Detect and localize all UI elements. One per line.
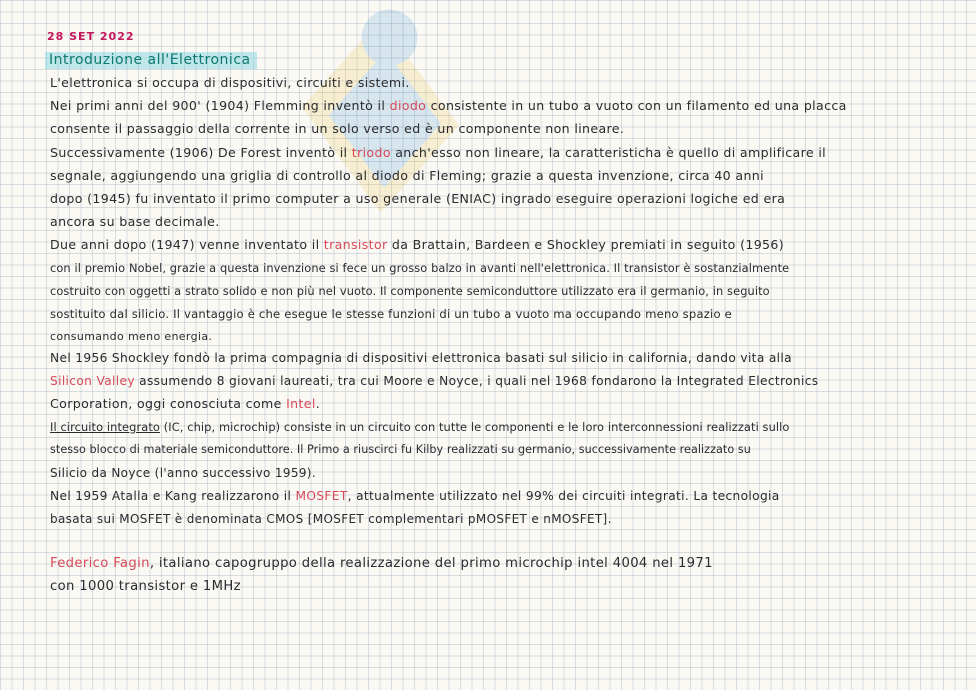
highlight-term: transistor (323, 237, 388, 252)
text-line: Silicon Valley assumendo 8 giovani laureati, tra cui Moore e Noyce, i quali nel 1968 fondarono la Integrated Electronics (50, 374, 819, 388)
highlight-term: MOSFET (295, 489, 348, 503)
text-line: Nel 1956 Shockley fondò la prima compagnia di dispositivi elettronica basati sul silicio in california, dando vita alla (50, 351, 792, 365)
highlight-term: Intel (286, 396, 316, 411)
text-line: Federico Fagin, italiano capogruppo della realizzazione del primo microchip intel 4004 nel 1971 (50, 556, 713, 571)
text-line: basata sui MOSFET è denominata CMOS [MOSFET complementari pMOSFET e nMOSFET]. (50, 512, 612, 526)
text-line: sostituito dal silicio. Il vantaggio è che esegue le stesse funzioni di un tubo a vuoto ma occupando meno spazio e (50, 307, 732, 321)
underlined-term: Il circuito integrato (50, 420, 160, 434)
text-line: Nei primi anni del 900' (1904) Flemming inventò il diodo consistente in un tubo a vuoto con un filamento ed una placca (50, 98, 847, 113)
highlight-term: diodo (389, 98, 427, 113)
text-line: Due anni dopo (1947) venne inventato il transistor da Brattain, Bardeen e Shockley premiati in seguito (1956) (50, 237, 785, 252)
text-line: Successivamente (1906) De Forest inventò il triodo anch'esso non lineare, la caratteristicha è quello di amplificare il (50, 145, 827, 160)
text-line: ancora su base decimale. (50, 214, 220, 229)
text-line: consumando meno energia. (50, 330, 213, 343)
text-line: consente il passaggio della corrente in un solo verso ed è un componente non lineare. (50, 121, 625, 136)
text-line: con il premio Nobel, grazie a questa invenzione si fece un grosso balzo in avanti nell'elettronica. Il transistor è sostanzialmente (50, 261, 790, 275)
text-line: costruito con oggetti a strato solido e non più nel vuoto. Il componente semiconduttore utilizzato era il germanio, in seguito (50, 284, 770, 298)
text-line: stesso blocco di materiale semiconduttore. Il Primo a riuscirci fu Kilby realizzati su germanio, successivamente realizzato su (50, 443, 751, 456)
highlight-term: Federico Fagin (50, 556, 150, 571)
text-line: Nel 1959 Atalla e Kang realizzarono il MOSFET, attualmente utilizzato nel 99% dei circuiti integrati. La tecnologia (50, 489, 780, 503)
text-line: con 1000 transistor e 1MHz (50, 579, 241, 594)
text-line: L'elettronica si occupa di dispositivi, circuiti e sistemi. (50, 75, 410, 90)
note-date: 28 SET 2022 (47, 30, 135, 43)
highlight-term: triodo (351, 145, 391, 160)
text-line: Corporation, oggi conosciuta come Intel. (50, 396, 321, 411)
highlight-term: Silicon Valley (50, 374, 135, 388)
page-title: Introduzione all'Elettronica (45, 52, 257, 69)
text-line: Il circuito integrato (IC, chip, microchip) consiste in un circuito con tutte le componenti e le loro interconnessioni realizzati sullo (50, 420, 790, 434)
text-line: Silicio da Noyce (l'anno successivo 1959). (50, 466, 317, 480)
text-line: segnale, aggiungendo una griglia di controllo al diodo di Fleming; grazie a questa invenzione, circa 40 anni (50, 168, 764, 183)
text-line: dopo (1945) fu inventato il primo computer a uso generale (ENIAC) ingrado eseguire operazioni logiche ed era (50, 191, 786, 206)
